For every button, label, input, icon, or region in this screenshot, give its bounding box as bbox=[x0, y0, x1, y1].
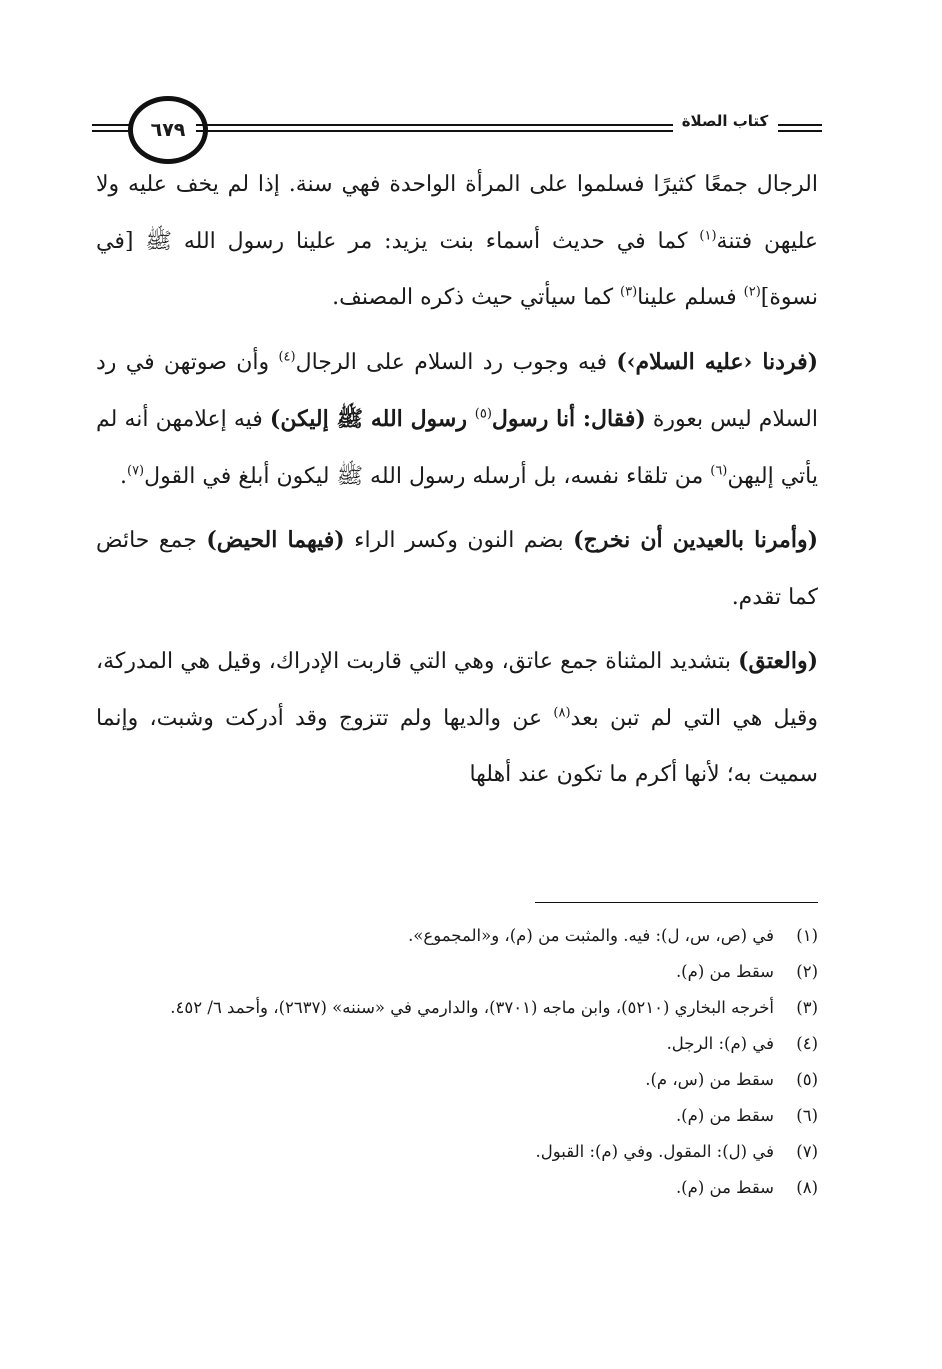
text-run: كما في حديث أسماء بنت يزيد: مر علينا رسول الله ﷺ [في نسوة] bbox=[96, 228, 818, 310]
footnote-item bbox=[96, 990, 818, 1026]
text-run: بضم النون وكسر الراء bbox=[344, 528, 574, 553]
footnotes bbox=[96, 918, 818, 1206]
footnote-item bbox=[96, 1026, 818, 1062]
paragraph-4 bbox=[96, 633, 818, 804]
footnote-ref: (١) bbox=[699, 228, 717, 244]
footnote-text: سقط من (س، م). bbox=[645, 1070, 774, 1089]
footnote-item bbox=[96, 918, 818, 954]
footnote-separator bbox=[535, 902, 818, 903]
footnote-ref: (٤) bbox=[278, 349, 296, 365]
footnote-number: (١) bbox=[796, 926, 818, 945]
footnote-ref: (٦) bbox=[710, 463, 728, 479]
text-run: فيه وجوب رد السلام على الرجال bbox=[295, 349, 617, 375]
text-run: كما سيأتي حيث ذكره المصنف. bbox=[332, 285, 621, 310]
footnote-ref: (٨) bbox=[553, 705, 571, 721]
footnote-number: (٥) bbox=[796, 1070, 818, 1089]
header-rule-right bbox=[778, 124, 822, 132]
footnote-text: في (ل): المقول. وفي (م): القبول. bbox=[535, 1142, 774, 1161]
header-rule-left bbox=[92, 124, 130, 132]
footnote-text: سقط من (م). bbox=[675, 1106, 774, 1125]
footnote-ref: (٢) bbox=[743, 284, 761, 300]
text-run: عن والديها ولم تتزوج وقد أدركت وشبت، وإنما سميت به؛ لأنها أكرم ما تكون عند أهلها bbox=[96, 705, 818, 787]
quoted-text: (وأمرنا بالعيدين أن نخرج) bbox=[573, 527, 818, 553]
footnote-number: (٦) bbox=[796, 1106, 818, 1125]
paragraph-2 bbox=[96, 334, 818, 506]
footnote-text: سقط من (م). bbox=[675, 962, 774, 981]
footnote-number: (٨) bbox=[796, 1178, 818, 1197]
text-run: جمع حائض كما تقدم. bbox=[96, 528, 818, 610]
text-run: بتشديد المثناة جمع عاتق، وهي التي قاربت الإدراك، وقيل هي المدركة، وقيل هي التي لم تبن بعد bbox=[96, 649, 818, 731]
quoted-text: (والعتق) bbox=[738, 648, 818, 674]
footnote-text: في (ص، س، ل): فيه. والمثبت من (م)، و«المجموع». bbox=[408, 926, 774, 945]
text-run: فسلم علينا bbox=[637, 285, 744, 310]
footnote-text: في (م): الرجل. bbox=[666, 1034, 774, 1053]
footnote-item bbox=[96, 1134, 818, 1170]
footnote-ref: (٣) bbox=[620, 284, 638, 300]
page-number: ٦٧٩ bbox=[150, 119, 186, 141]
footnote-number: (٤) bbox=[796, 1034, 818, 1053]
quoted-text: رسول الله ﷺ إليكن) bbox=[269, 406, 475, 432]
footnote-item bbox=[96, 1062, 818, 1098]
footnote-number: (٢) bbox=[796, 962, 818, 981]
paragraph-3 bbox=[96, 512, 818, 626]
text-run: وأن صوتهن في رد السلام ليس بعورة bbox=[96, 349, 818, 432]
footnote-item bbox=[96, 954, 818, 990]
footnote-item bbox=[96, 1098, 818, 1134]
footnote-number: (٧) bbox=[796, 1142, 818, 1161]
quoted-text: (فقال: أنا رسول bbox=[491, 406, 646, 432]
paragraph-1 bbox=[96, 157, 818, 327]
footnote-text: أخرجه البخاري (٥٢١٠)، وابن ماجه (٣٧٠١)، والدارمي في «سننه» (٢٦٣٧)، وأحمد ٦/ ٤٥٢. bbox=[170, 998, 774, 1017]
header-rule-middle bbox=[196, 124, 673, 132]
main-text bbox=[96, 157, 818, 804]
text-run: من تلقاء نفسه، بل أرسله رسول الله ﷺ ليكون أبلغ في القول bbox=[144, 463, 711, 489]
running-title: كتاب الصلاة bbox=[681, 112, 769, 130]
footnote-item bbox=[96, 1170, 818, 1206]
footnote-ref: (٥) bbox=[474, 406, 492, 422]
footnote-number: (٣) bbox=[796, 998, 818, 1017]
quoted-text: (فردنا ‹عليه السلام›) bbox=[616, 348, 819, 375]
footnote-text: سقط من (م). bbox=[675, 1178, 774, 1197]
footnote-ref: (٧) bbox=[126, 463, 145, 479]
text-run: فيه إعلامهن أنه لم يأتي إليهن bbox=[96, 407, 818, 489]
text-run: الرجال جمعًا كثيرًا فسلموا على المرأة الواحدة فهي سنة. إذا لم يخف عليه ولا عليهن فتنة bbox=[96, 172, 818, 254]
text-run: . bbox=[119, 463, 127, 489]
quoted-text: (فيهما الحيض) bbox=[206, 527, 345, 553]
